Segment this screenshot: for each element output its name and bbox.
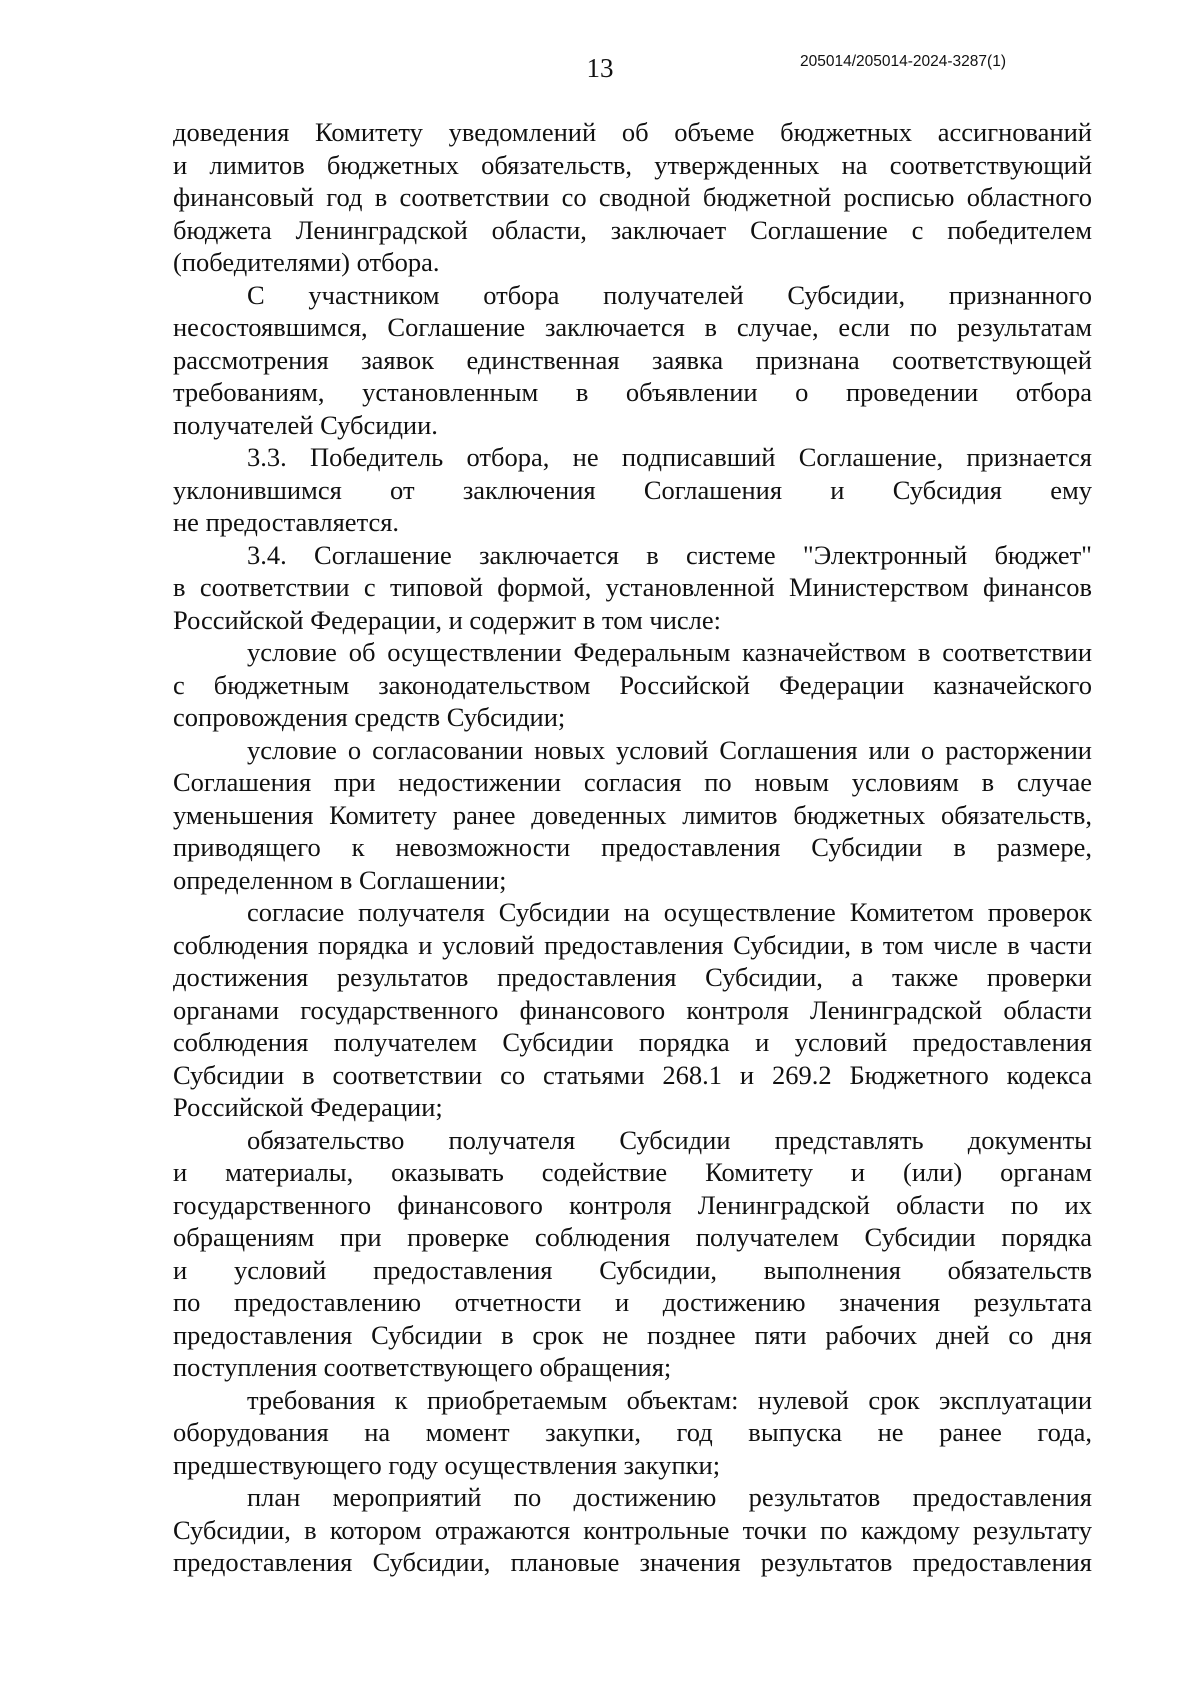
- text-line: предшествующего году осуществления закупки;: [173, 1449, 721, 1480]
- text-line: государственного финансового контроля Ленинградской области по их: [173, 1189, 1092, 1220]
- paragraph: [173, 734, 1092, 897]
- paragraph: [173, 636, 1092, 734]
- text-line: несостоявшимся, Соглашение заключается в случае, если по результатам: [173, 312, 1092, 342]
- paragraph: [173, 116, 1092, 279]
- text-line: доведения Комитету уведомлений об объеме бюджетных ассигнований: [173, 117, 1092, 147]
- page-number: 13: [586, 53, 614, 83]
- text-line: приводящего к невозможности предоставления Субсидии в размере,: [173, 832, 1092, 862]
- text-line: соблюдения порядка и условий предоставления Субсидии, в том числе в части: [173, 929, 1092, 960]
- text-line: рассмотрения заявок единственная заявка признана соответствующей: [173, 344, 1092, 375]
- document-id: 205014/205014-2024-3287(1): [800, 53, 1006, 70]
- text-line: и материалы, оказывать содействие Комитету и (или) органам: [173, 1157, 1092, 1187]
- paragraph: [173, 1384, 1092, 1482]
- paragraph: [173, 1124, 1092, 1384]
- text-line: обязательство получателя Субсидии представлять документы: [247, 1124, 1092, 1155]
- text-line: Российской Федерации;: [173, 1092, 443, 1122]
- paragraph: [173, 279, 1092, 442]
- text-line: с бюджетным законодательством Российской Федерации казначейского: [173, 669, 1092, 700]
- text-line: определенном в Соглашении;: [173, 864, 507, 895]
- text-line: уклонившимся от заключения Соглашения и Субсидия ему: [173, 474, 1092, 505]
- text-line: в соответствии с типовой формой, установленной Министерством финансов: [173, 572, 1092, 602]
- text-line: не предоставляется.: [173, 507, 400, 537]
- text-line: Соглашения при недостижении согласия по новым условиям в случае: [173, 767, 1092, 797]
- text-line: план мероприятий по достижению результатов предоставления: [247, 1482, 1092, 1512]
- text-line: оборудования на момент закупки, год выпуска не ранее года,: [173, 1417, 1092, 1447]
- text-line: Субсидии в соответствии со статьями 268.1 и 269.2 Бюджетного кодекса: [173, 1059, 1092, 1090]
- text-line: органами государственного финансового контроля Ленинградской области: [173, 994, 1092, 1025]
- text-line: обращениям при проверке соблюдения получателем Субсидии порядка: [173, 1222, 1092, 1252]
- document-body: [173, 116, 1092, 1579]
- text-line: согласие получателя Субсидии на осуществление Комитетом проверок: [247, 897, 1092, 927]
- text-line: соблюдения получателем Субсидии порядка и условий предоставления: [173, 1027, 1092, 1057]
- text-line: и лимитов бюджетных обязательств, утвержденных на соответствующий: [173, 149, 1092, 180]
- paragraph: [173, 539, 1092, 637]
- text-line: бюджета Ленинградской области, заключает Соглашение с победителем: [173, 214, 1092, 245]
- text-line: предоставления Субсидии в срок не позднее пяти рабочих дней со дня: [173, 1319, 1092, 1350]
- paragraph: [173, 441, 1092, 539]
- paragraph: [173, 896, 1092, 1124]
- text-line: условие о согласовании новых условий Соглашения или о расторжении: [247, 734, 1092, 765]
- text-line: по предоставлению отчетности и достижению значения результата: [173, 1287, 1092, 1317]
- text-line: 3.4. Соглашение заключается в системе "Электронный бюджет": [247, 539, 1092, 570]
- text-line: Российской Федерации, и содержит в том числе:: [173, 604, 721, 635]
- text-line: требования к приобретаемым объектам: нулевой срок эксплуатации: [247, 1384, 1092, 1415]
- paragraph: [173, 1481, 1092, 1579]
- text-line: финансовый год в соответствии со сводной бюджетной росписью областного: [173, 182, 1092, 212]
- text-line: сопровождения средств Субсидии;: [173, 702, 566, 732]
- text-line: уменьшения Комитету ранее доведенных лимитов бюджетных обязательств,: [173, 799, 1092, 830]
- text-line: (победителями) отбора.: [173, 247, 440, 277]
- text-line: условие об осуществлении Федеральным казначейством в соответствии: [247, 637, 1092, 667]
- text-line: С участником отбора получателей Субсидии, признанного: [247, 279, 1092, 310]
- text-line: достижения результатов предоставления Субсидии, а также проверки: [173, 962, 1092, 992]
- text-line: поступления соответствующего обращения;: [173, 1352, 672, 1382]
- text-line: 3.3. Победитель отбора, не подписавший Соглашение, признается: [247, 442, 1092, 472]
- text-line: и условий предоставления Субсидии, выполнения обязательств: [173, 1254, 1092, 1285]
- text-line: предоставления Субсидии, плановые значения результатов предоставления: [173, 1547, 1092, 1577]
- text-line: Субсидии, в котором отражаются контрольные точки по каждому результату: [173, 1514, 1092, 1545]
- text-line: получателей Субсидии.: [173, 409, 438, 440]
- text-line: требованиям, установленным в объявлении о проведении отбора: [173, 377, 1092, 407]
